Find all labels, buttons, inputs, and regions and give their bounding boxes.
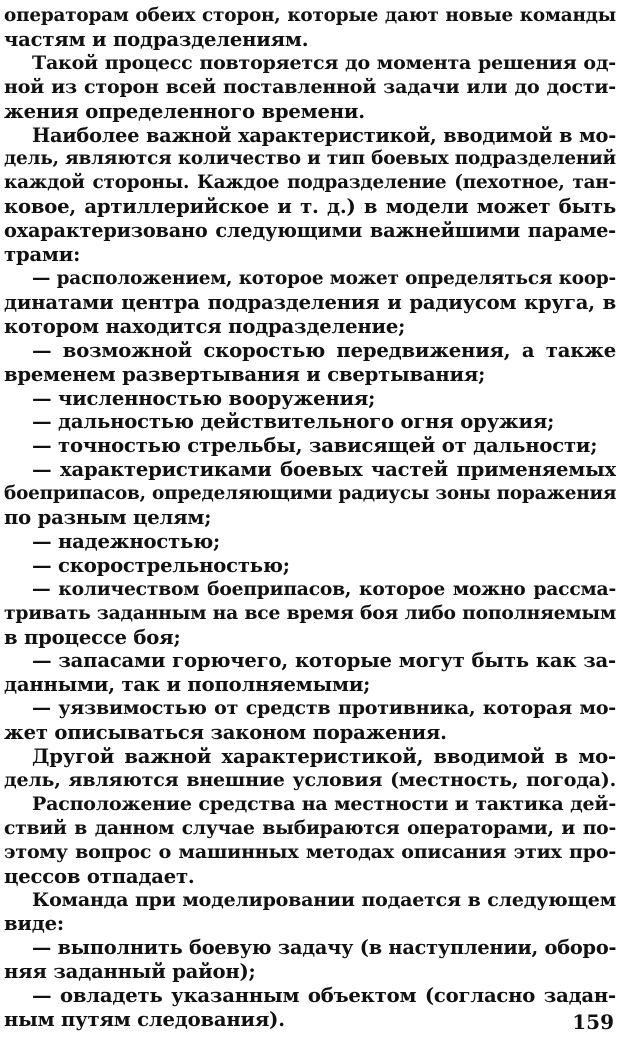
text-line: — овладеть указанным объектом (согласно задан-	[32, 984, 616, 1008]
text-line: жения определенного времени.	[4, 99, 365, 123]
text-line: данными, так и пополняемыми;	[4, 673, 371, 697]
text-line: частям и подразделениям.	[4, 27, 309, 51]
text-line: дель, являются количество и тип боевых подразделений	[4, 148, 616, 170]
text-line: — количеством боеприпасов, которое можно рассма-	[32, 577, 616, 600]
text-line: — расположением, которое может определяться коор-	[32, 267, 616, 289]
text-line: котором находится подразделение;	[4, 314, 406, 338]
text-line: — уязвимостью от средств противника, которая мо-	[32, 697, 616, 720]
text-line: жет описываться законом поражения.	[4, 721, 447, 745]
text-line: тривать заданным на все время боя либо пополняемым	[4, 601, 616, 624]
text-line: динатами центра подразделения и радиусом круга, в	[4, 290, 616, 314]
text-line: — скорострельностью;	[32, 553, 290, 577]
text-line: Наиболее важной характеристикой, вводимой в мо-	[32, 123, 616, 147]
text-line: боеприпасов, определяющими радиусы зоны поражения	[4, 483, 616, 505]
text-line: трами:	[4, 243, 81, 267]
text-line: виде:	[4, 912, 64, 936]
text-line: этому вопрос о машинных методах описания этих про-	[4, 840, 616, 863]
text-line: ной из сторон всей поставленной задачи или до дости-	[4, 75, 616, 98]
text-line: Другой важной характеристикой, вводимой в мо-	[32, 745, 616, 769]
page-number: 159	[572, 1010, 614, 1034]
body-text	[4, 4, 616, 1032]
text-line: ным путям следования).	[4, 1008, 285, 1032]
text-line: Расположение средства на местности и тактика дей-	[32, 792, 616, 815]
text-line: — выполнить боевую задачу (в наступлении, оборо-	[32, 936, 616, 960]
text-line: — надежностью;	[32, 529, 221, 553]
text-line: дель, являются внешние условия (местность, погода).	[4, 769, 616, 791]
text-line: няя заданный район);	[4, 960, 256, 984]
text-line: охарактеризовано следующими важнейшими параме-	[4, 219, 616, 243]
text-line: ковое, артиллерийское и т. д.) в модели может быть	[4, 195, 616, 219]
text-line: в процессе боя;	[4, 625, 181, 649]
text-line: — точностью стрельбы, зависящей от дальности;	[32, 434, 598, 458]
text-line: — запасами горючего, которые могут быть как за-	[32, 649, 616, 673]
text-line: цессов отпадает.	[4, 864, 195, 888]
text-line: Команда при моделировании подается в следующем	[32, 888, 616, 911]
text-line: ствий в данном случае выбираются операторами, и по-	[4, 816, 616, 839]
text-line: временем развертывания и свертывания;	[4, 362, 486, 386]
text-line: операторам обеих сторон, которые дают новые команды	[4, 5, 616, 26]
text-line: — возможной скоростью передвижения, а также	[32, 338, 616, 362]
text-line: по разным целям;	[4, 506, 212, 530]
text-line: — характеристиками боевых частей применяемых	[32, 458, 616, 482]
text-line: каждой стороны. Каждое подразделение (пехотное, тан-	[4, 172, 616, 194]
text-line: — дальностью действительного огня оружия;	[32, 410, 555, 434]
text-line: — численностью вооружения;	[32, 386, 376, 410]
text-line: Такой процесс повторяется до момента решения од-	[32, 51, 616, 74]
